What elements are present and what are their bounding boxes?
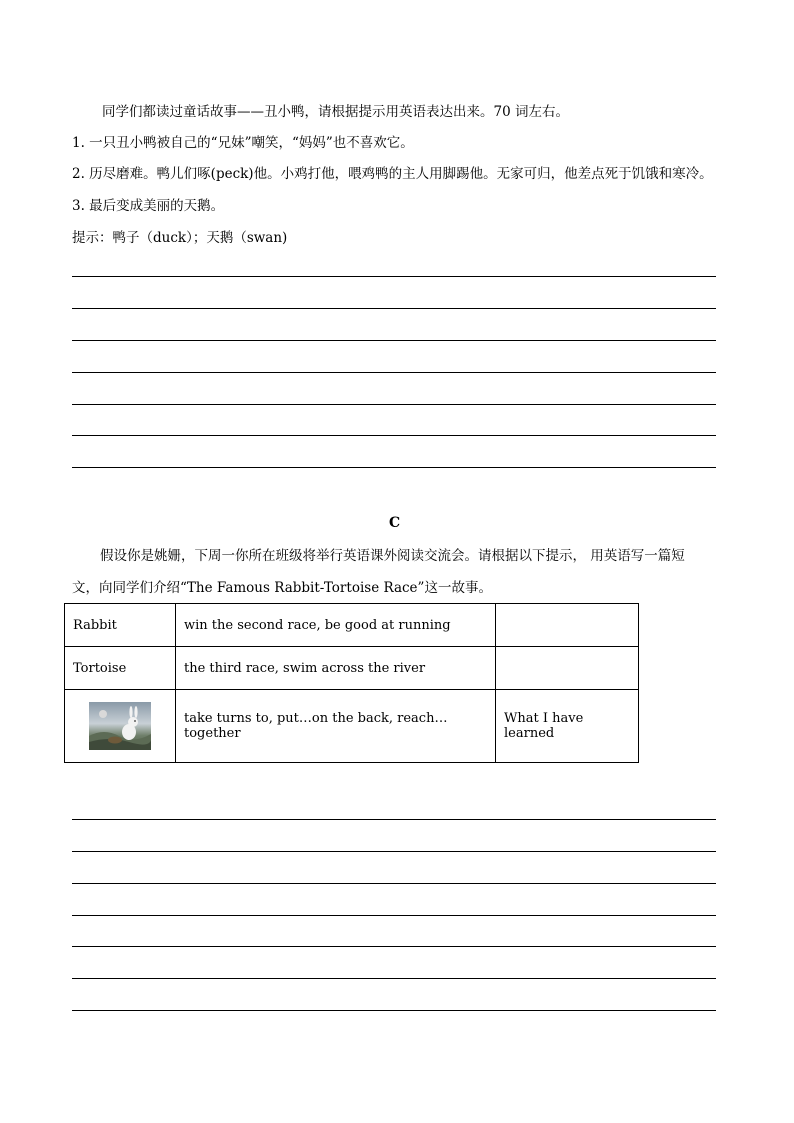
table-row bbox=[65, 604, 639, 647]
rabbit-icon bbox=[89, 702, 151, 750]
section-b-point-3: 3. 最后变成美丽的天鹅。 bbox=[72, 198, 225, 214]
writing-line bbox=[72, 276, 716, 277]
writing-line bbox=[72, 372, 716, 373]
section-b-hint: 提示：鸭子（duck）；天鹅（swan) bbox=[72, 230, 288, 246]
section-b-point-2: 2. 历尽磨难。鸭儿们啄(peck)他。小鸡打他，喂鸡鸭的主人用脚踢他。无家可归，他差点死于饥饿和寒冷。 bbox=[72, 166, 713, 182]
writing-line bbox=[72, 819, 716, 820]
section-c-intro-line-2: 文，向同学们介绍“The Famous Rabbit-Tortoise Race”这一故事。 bbox=[72, 580, 492, 596]
section-b-intro: 同学们都读过童话故事——丑小鸭，请根据提示用英语表达出来。70 词左右。 bbox=[102, 104, 569, 120]
table-cell: win the second race, be good at running bbox=[176, 604, 496, 647]
table-row bbox=[65, 647, 639, 690]
table-cell bbox=[496, 604, 639, 647]
section-c-title: C bbox=[389, 515, 401, 531]
writing-line bbox=[72, 883, 716, 884]
writing-line bbox=[72, 404, 716, 405]
table-cell: the third race, swim across the river bbox=[176, 647, 496, 690]
writing-line bbox=[72, 915, 716, 916]
writing-line bbox=[72, 435, 716, 436]
table-cell: Rabbit bbox=[65, 604, 176, 647]
writing-line bbox=[72, 946, 716, 947]
writing-line bbox=[72, 467, 716, 468]
section-c-intro-line-1: 假设你是姚姗，下周一你所在班级将举行英语课外阅读交流会。请根据以下提示， 用英语写一篇短 bbox=[100, 548, 685, 564]
table-row bbox=[65, 690, 639, 763]
reference-table bbox=[64, 603, 639, 763]
writing-line bbox=[72, 851, 716, 852]
writing-line bbox=[72, 308, 716, 309]
writing-line bbox=[72, 978, 716, 979]
table-cell: take turns to, put…on the back, reach…together bbox=[176, 690, 496, 763]
table-image-cell bbox=[65, 690, 176, 763]
rabbit-tortoise-illustration bbox=[89, 702, 151, 750]
writing-line bbox=[72, 340, 716, 341]
table-cell bbox=[496, 647, 639, 690]
table-cell: What I have learned bbox=[496, 690, 639, 763]
table-cell: Tortoise bbox=[65, 647, 176, 690]
writing-line bbox=[72, 1010, 716, 1011]
section-b-point-1: 1. 一只丑小鸭被自己的“兄妹”嘲笑，“妈妈”也不喜欢它。 bbox=[72, 135, 414, 151]
